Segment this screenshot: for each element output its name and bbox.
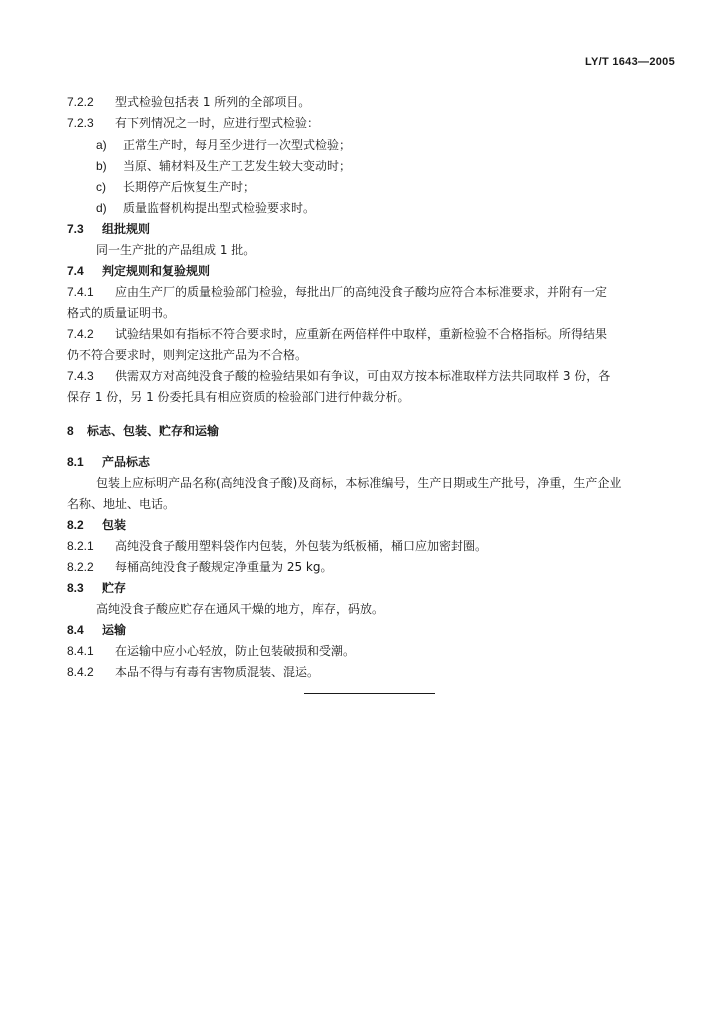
- clause-text: 格式的质量证明书。: [67, 306, 176, 320]
- clause-number: 7.2.3: [67, 116, 94, 130]
- standard-number: LY/T 1643—2005: [584, 56, 675, 68]
- clause-number: 8.2.2: [67, 560, 94, 574]
- section-title: 运输: [102, 623, 127, 637]
- list-item-c: [96, 178, 677, 196]
- clause-number: 8.4.1: [67, 644, 94, 658]
- clause-text: 应由生产厂的质量检验部门检验，每批出厂的高纯没食子酸均应符合本标准要求，并附有一定: [115, 285, 608, 299]
- section-8-4-heading: [67, 621, 677, 639]
- clause-number: 7.4.1: [67, 285, 94, 299]
- clause-text: 试验结果如有指标不符合要求时，应重新在两倍样件中取样，重新检验不合格指标。所得结果: [115, 327, 608, 341]
- paragraph-text: 名称、地址、电话。: [67, 497, 176, 511]
- section-number: 7.4: [67, 264, 84, 278]
- section-7-4-heading: [67, 262, 677, 280]
- clause-text: 供需双方对高纯没食子酸的检验结果如有争议，可由双方按本标准取样方法共同取样 3 份，各: [115, 369, 611, 383]
- clause-text: 型式检验包括表 1 所列的全部项目。: [115, 95, 311, 109]
- clause-8-4-2: [67, 663, 677, 681]
- clause-continuation: [67, 388, 677, 406]
- clause-7-2-3: [67, 114, 677, 132]
- end-of-document-rule: [304, 693, 435, 694]
- list-marker: c): [96, 180, 106, 194]
- list-marker: b): [96, 159, 107, 173]
- section-title: 产品标志: [102, 455, 151, 469]
- clause-number: 7.4.3: [67, 369, 94, 383]
- clause-8-4-1: [67, 642, 677, 660]
- chapter-8-heading: [67, 422, 677, 440]
- clause-text: 在运输中应小心轻放，防止包装破损和受潮。: [115, 644, 356, 658]
- clause-7-4-3: [67, 367, 677, 385]
- list-text: 质量监督机构提出型式检验要求时。: [123, 201, 316, 215]
- chapter-number: 8: [67, 424, 74, 438]
- clause-7-4-1: [67, 283, 677, 301]
- clause-continuation: [67, 346, 677, 364]
- section-8-2-heading: [67, 516, 677, 534]
- paragraph: [96, 241, 677, 259]
- chapter-title: 标志、包装、贮存和运输: [87, 424, 220, 438]
- clause-text: 本品不得与有毒有害物质混装、混运。: [115, 665, 320, 679]
- paragraph: [96, 474, 677, 492]
- section-number: 8.1: [67, 455, 84, 469]
- list-item-d: [96, 199, 677, 217]
- paragraph: [96, 600, 677, 618]
- section-number: 8.4: [67, 623, 84, 637]
- section-number: 7.3: [67, 222, 84, 236]
- clause-7-2-2: [67, 93, 677, 111]
- clause-text: 高纯没食子酸用塑料袋作内包装，外包装为纸板桶，桶口应加密封圈。: [115, 539, 488, 553]
- clause-text: 仍不符合要求时，则判定这批产品为不合格。: [67, 348, 308, 362]
- clause-number: 8.2.1: [67, 539, 94, 553]
- clause-number: 8.4.2: [67, 665, 94, 679]
- paragraph-continuation: [67, 495, 677, 513]
- section-8-1-heading: [67, 453, 677, 471]
- section-number: 8.2: [67, 518, 84, 532]
- list-text: 长期停产后恢复生产时；: [123, 180, 256, 194]
- list-text: 正常生产时，每月至少进行一次型式检验；: [123, 138, 352, 152]
- section-title: 包装: [102, 518, 127, 532]
- clause-continuation: [67, 304, 677, 322]
- section-title: 判定规则和复验规则: [102, 264, 211, 278]
- section-title: 组批规则: [102, 222, 151, 236]
- clause-text: 有下列情况之一时，应进行型式检验：: [115, 116, 320, 130]
- clause-number: 7.4.2: [67, 327, 94, 341]
- list-item-a: [96, 136, 677, 154]
- list-item-b: [96, 157, 677, 175]
- clause-8-2-1: [67, 537, 677, 555]
- clause-7-4-2: [67, 325, 677, 343]
- section-title: 贮存: [102, 581, 127, 595]
- clause-text: 每桶高纯没食子酸规定净重量为 25 kg。: [115, 560, 333, 574]
- clause-text: 保存 1 份，另 1 份委托具有相应资质的检验部门进行仲裁分析。: [67, 390, 410, 404]
- clause-8-2-2: [67, 558, 677, 576]
- section-8-3-heading: [67, 579, 677, 597]
- paragraph-text: 包装上应标明产品名称(高纯没食子酸)及商标，本标准编号，生产日期或生产批号，净重，生产企业: [96, 476, 622, 490]
- paragraph-text: 高纯没食子酸应贮存在通风干燥的地方，库存，码放。: [96, 602, 385, 616]
- paragraph-text: 同一生产批的产品组成 1 批。: [96, 243, 256, 257]
- list-marker: a): [96, 138, 107, 152]
- clause-number: 7.2.2: [67, 95, 94, 109]
- section-number: 8.3: [67, 581, 84, 595]
- list-marker: d): [96, 201, 107, 215]
- section-7-3-heading: [67, 220, 677, 238]
- list-text: 当原、辅材料及生产工艺发生较大变动时；: [123, 159, 352, 173]
